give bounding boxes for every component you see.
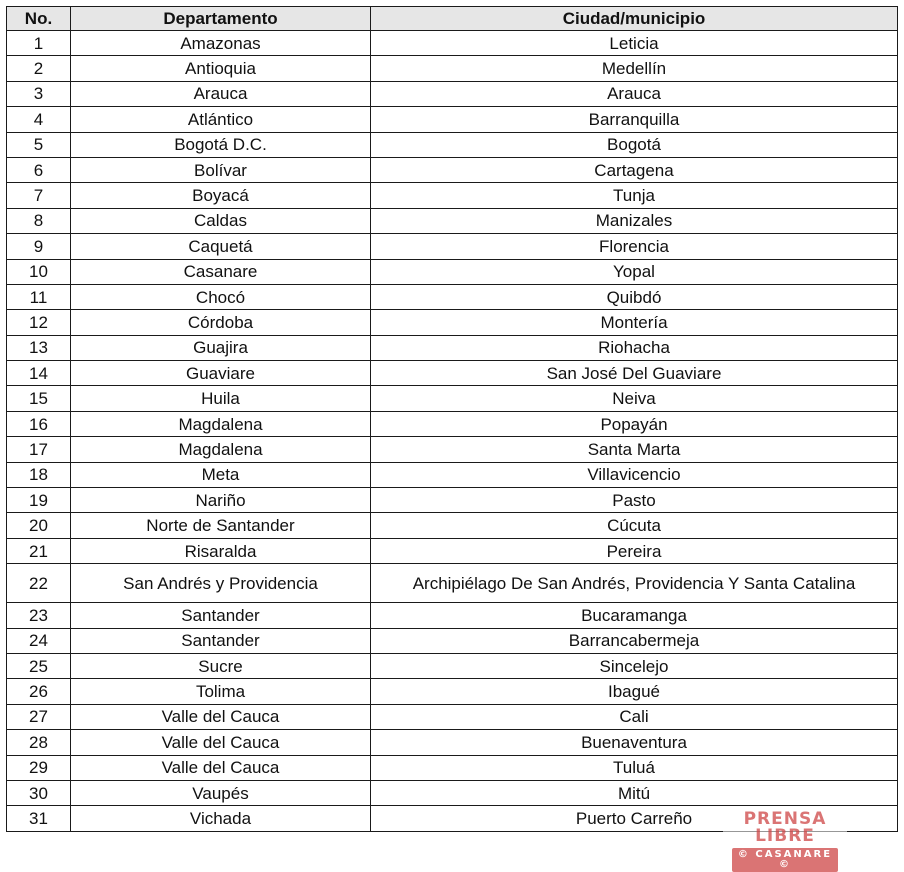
cell-department: Valle del Cauca <box>71 704 371 729</box>
header-row <box>7 7 898 31</box>
cell-no: 3 <box>7 81 71 106</box>
cell-no: 14 <box>7 361 71 386</box>
table-row <box>7 81 898 106</box>
cell-city: Manizales <box>371 208 898 233</box>
table-row <box>7 780 898 805</box>
cell-city: Florencia <box>371 234 898 259</box>
cell-department: San Andrés y Providencia <box>71 564 371 603</box>
cell-no: 17 <box>7 437 71 462</box>
cell-department: Bolívar <box>71 157 371 182</box>
cell-department: Bogotá D.C. <box>71 132 371 157</box>
cell-no: 4 <box>7 107 71 132</box>
cell-department: Vaupés <box>71 780 371 805</box>
table-row <box>7 437 898 462</box>
cell-city: Cartagena <box>371 157 898 182</box>
cell-no: 9 <box>7 234 71 259</box>
cell-city: Buenaventura <box>371 730 898 755</box>
table-row <box>7 361 898 386</box>
header-department: Departamento <box>71 7 371 31</box>
cell-department: Arauca <box>71 81 371 106</box>
cell-no: 22 <box>7 564 71 603</box>
cell-department: Tolima <box>71 679 371 704</box>
cell-no: 12 <box>7 310 71 335</box>
cell-department: Córdoba <box>71 310 371 335</box>
table-row <box>7 513 898 538</box>
table-row <box>7 284 898 309</box>
table-row <box>7 564 898 603</box>
cell-no: 18 <box>7 462 71 487</box>
cell-city: Bogotá <box>371 132 898 157</box>
cell-city: Popayán <box>371 411 898 436</box>
cell-city: Yopal <box>371 259 898 284</box>
cell-city: Neiva <box>371 386 898 411</box>
cell-no: 28 <box>7 730 71 755</box>
cell-department: Caquetá <box>71 234 371 259</box>
cell-city: Santa Marta <box>371 437 898 462</box>
cell-department: Valle del Cauca <box>71 730 371 755</box>
cell-department: Magdalena <box>71 411 371 436</box>
cell-city: Cali <box>371 704 898 729</box>
cell-department: Atlántico <box>71 107 371 132</box>
cell-no: 10 <box>7 259 71 284</box>
table-row <box>7 462 898 487</box>
cell-city: Medellín <box>371 56 898 81</box>
cell-no: 24 <box>7 628 71 653</box>
cell-no: 21 <box>7 538 71 563</box>
cell-department: Casanare <box>71 259 371 284</box>
cell-department: Santander <box>71 603 371 628</box>
table-body <box>7 31 898 832</box>
cell-city: Bucaramanga <box>371 603 898 628</box>
cell-department: Magdalena <box>71 437 371 462</box>
cell-city: Tuluá <box>371 755 898 780</box>
table-row <box>7 628 898 653</box>
cell-city: Villavicencio <box>371 462 898 487</box>
cell-no: 11 <box>7 284 71 309</box>
cell-city: Puerto Carreño <box>371 806 898 831</box>
cell-city: Ibagué <box>371 679 898 704</box>
cell-no: 8 <box>7 208 71 233</box>
cell-city: San José Del Guaviare <box>371 361 898 386</box>
table-row <box>7 259 898 284</box>
table-row <box>7 538 898 563</box>
cell-no: 19 <box>7 488 71 513</box>
table-row <box>7 603 898 628</box>
cell-city: Pasto <box>371 488 898 513</box>
cell-no: 1 <box>7 31 71 56</box>
watermark-title: PRENSA LIBRE <box>743 809 827 846</box>
table-row <box>7 755 898 780</box>
table-row <box>7 31 898 56</box>
cell-city: Mitú <box>371 780 898 805</box>
cell-department: Valle del Cauca <box>71 755 371 780</box>
table-row <box>7 234 898 259</box>
cell-no: 13 <box>7 335 71 360</box>
cell-no: 30 <box>7 780 71 805</box>
cell-city: Riohacha <box>371 335 898 360</box>
watermark-subtitle: © CASANARE © <box>732 848 838 872</box>
cell-department: Vichada <box>71 806 371 831</box>
cell-no: 25 <box>7 653 71 678</box>
cell-department: Meta <box>71 462 371 487</box>
table-row <box>7 653 898 678</box>
table-row <box>7 730 898 755</box>
cell-city: Tunja <box>371 183 898 208</box>
table-row <box>7 488 898 513</box>
cell-no: 31 <box>7 806 71 831</box>
cell-no: 23 <box>7 603 71 628</box>
cell-city: Archipiélago De San Andrés, Providencia Y Santa Catalina <box>371 564 898 603</box>
cell-no: 15 <box>7 386 71 411</box>
table-row <box>7 56 898 81</box>
cell-city: Arauca <box>371 81 898 106</box>
table-row <box>7 208 898 233</box>
cell-no: 7 <box>7 183 71 208</box>
cell-city: Montería <box>371 310 898 335</box>
cell-no: 20 <box>7 513 71 538</box>
cell-department: Guaviare <box>71 361 371 386</box>
cell-city: Barranquilla <box>371 107 898 132</box>
cell-no: 26 <box>7 679 71 704</box>
table-row <box>7 157 898 182</box>
cell-department: Huila <box>71 386 371 411</box>
cell-no: 16 <box>7 411 71 436</box>
table-row <box>7 183 898 208</box>
cell-department: Nariño <box>71 488 371 513</box>
cell-no: 2 <box>7 56 71 81</box>
cell-city: Barrancabermeja <box>371 628 898 653</box>
cell-department: Santander <box>71 628 371 653</box>
table-row <box>7 335 898 360</box>
table-row <box>7 132 898 157</box>
cell-city: Cúcuta <box>371 513 898 538</box>
cell-department: Sucre <box>71 653 371 678</box>
table-row <box>7 679 898 704</box>
cell-city: Sincelejo <box>371 653 898 678</box>
cell-no: 6 <box>7 157 71 182</box>
cell-department: Risaralda <box>71 538 371 563</box>
cell-no: 5 <box>7 132 71 157</box>
cell-city: Pereira <box>371 538 898 563</box>
cell-no: 29 <box>7 755 71 780</box>
table-row <box>7 411 898 436</box>
cell-department: Amazonas <box>71 31 371 56</box>
table-row <box>7 107 898 132</box>
header-city: Ciudad/municipio <box>371 7 898 31</box>
header-no: No. <box>7 7 71 31</box>
table-row <box>7 386 898 411</box>
cell-no: 27 <box>7 704 71 729</box>
cell-city: Quibdó <box>371 284 898 309</box>
cell-department: Chocó <box>71 284 371 309</box>
table-row <box>7 310 898 335</box>
cell-city: Leticia <box>371 31 898 56</box>
cell-department: Antioquia <box>71 56 371 81</box>
cell-department: Guajira <box>71 335 371 360</box>
cell-department: Caldas <box>71 208 371 233</box>
departments-table <box>6 6 898 832</box>
table-row <box>7 704 898 729</box>
cell-department: Boyacá <box>71 183 371 208</box>
cell-department: Norte de Santander <box>71 513 371 538</box>
prensa-libre-watermark <box>723 808 847 870</box>
